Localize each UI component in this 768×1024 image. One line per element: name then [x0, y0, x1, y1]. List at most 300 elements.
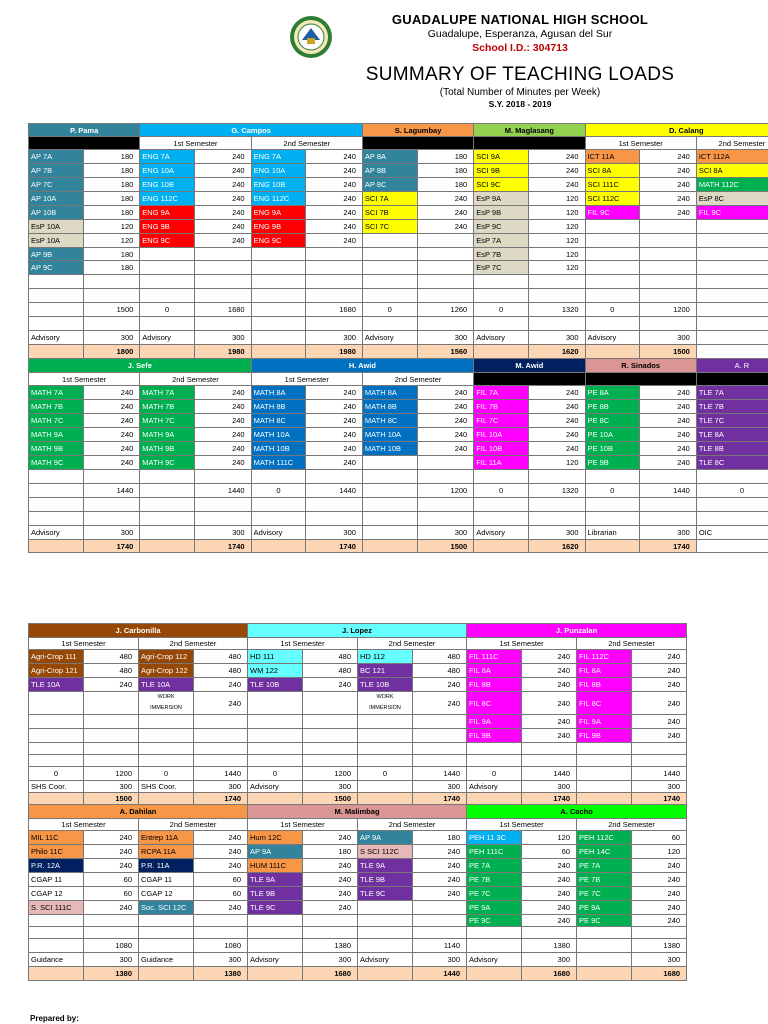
table-cell: 180: [303, 845, 358, 859]
table-cell: [29, 345, 84, 359]
table-cell: 300: [632, 953, 687, 967]
table-row: [29, 345, 768, 359]
table-cell: 60: [84, 873, 139, 887]
table-cell: [696, 540, 768, 553]
table-row: [29, 400, 768, 414]
table-cell: 1st Semester: [29, 373, 140, 386]
table-cell: AP 9A: [248, 845, 303, 859]
table-cell: ENG 9C: [251, 234, 306, 248]
table-cell: [194, 915, 248, 927]
table-cell: ENG 9C: [140, 234, 195, 248]
table-cell: [413, 927, 467, 939]
table-cell: [467, 927, 522, 939]
table-cell: 240: [84, 831, 139, 845]
table-cell: 240: [417, 386, 474, 400]
table-cell: [640, 470, 697, 484]
table-cell: 240: [194, 901, 248, 915]
table-cell: [577, 939, 632, 953]
table-cell: 240: [194, 831, 248, 845]
table-cell: 1740: [640, 540, 697, 553]
table-cell: [362, 137, 473, 150]
table-cell: EsP 10A: [29, 220, 84, 234]
table-cell: 2nd Semester: [139, 638, 248, 650]
table-cell: 240: [417, 206, 474, 220]
table-cell: TLE 9B: [248, 887, 303, 901]
table-cell: [632, 755, 687, 767]
table-cell: [29, 275, 84, 289]
table-cell: MATH 7B: [140, 400, 195, 414]
table-cell: 240: [640, 164, 697, 178]
table-cell: PE 9A: [467, 901, 522, 915]
table-cell: 1680: [522, 967, 577, 981]
table-cell: [83, 289, 140, 303]
table-cell: [640, 512, 697, 526]
table-cell: 240: [413, 873, 467, 887]
table-cell: TLE 10A: [29, 678, 84, 692]
table-cell: S SCI 112C: [358, 845, 413, 859]
table-cell: PE 7B: [577, 873, 632, 887]
table-row: [29, 755, 687, 767]
table-cell: [140, 289, 195, 303]
table-cell: [303, 743, 358, 755]
table-cell: G. Campos: [140, 124, 363, 137]
table-cell: 1440: [83, 484, 140, 498]
table-cell: MATH 8A: [362, 386, 417, 400]
table-cell: [140, 317, 195, 331]
table-cell: MATH 8B: [251, 400, 306, 414]
table-cell: MATH 9A: [140, 428, 195, 442]
table-cell: 1740: [632, 793, 687, 805]
table-cell: 1440: [306, 484, 363, 498]
table-cell: R. Sinados: [585, 359, 696, 373]
table-cell: 300: [306, 526, 363, 540]
table-cell: FIL 10B: [474, 442, 529, 456]
table-cell: PE 10A: [585, 428, 640, 442]
table-cell: 1st Semester: [29, 638, 139, 650]
table-cell: 240: [417, 192, 474, 206]
table-cell: FIL 7C: [474, 414, 529, 428]
table-cell: ENG 10B: [140, 178, 195, 192]
table-cell: 240: [306, 164, 363, 178]
table-cell: P.R. 11A: [139, 859, 194, 873]
table-cell: 0: [474, 303, 529, 317]
table-row: [29, 650, 687, 664]
table-cell: PE 7A: [467, 859, 522, 873]
table-cell: 1080: [194, 939, 248, 953]
table-cell: FIL 8C: [467, 692, 522, 715]
table-cell: 300: [632, 781, 687, 793]
table-cell: 120: [83, 220, 140, 234]
table-cell: [585, 540, 640, 553]
table-cell: [29, 303, 84, 317]
table-cell: 240: [522, 729, 577, 743]
table-row: [29, 206, 768, 220]
table-cell: SCI 7C: [362, 220, 417, 234]
table-cell: FIL 9C: [696, 206, 768, 220]
table-cell: AP 7A: [29, 150, 84, 164]
table-cell: SCI 9A: [474, 150, 529, 164]
table-cell: [140, 540, 195, 553]
table-cell: [417, 470, 474, 484]
table-cell: FIL 8B: [577, 678, 632, 692]
table-cell: 2nd Semester: [139, 819, 248, 831]
table-cell: 1500: [640, 345, 697, 359]
table-cell: 240: [303, 831, 358, 845]
table-cell: AP 9A: [358, 831, 413, 845]
table-cell: 240: [194, 178, 251, 192]
table-cell: [194, 729, 248, 743]
table-cell: [139, 793, 194, 805]
table-cell: [413, 915, 467, 927]
table-cell: EsP 9B: [474, 206, 529, 220]
table-cell: [84, 692, 139, 715]
table-cell: [248, 915, 303, 927]
table-row: [29, 220, 768, 234]
table-cell: 1260: [417, 303, 474, 317]
table-cell: [248, 967, 303, 981]
table-cell: [139, 939, 194, 953]
table-cell: PEH 111C: [467, 845, 522, 859]
table-cell: 2nd Semester: [577, 638, 687, 650]
table-cell: 240: [632, 664, 687, 678]
table-cell: [417, 261, 474, 275]
table-cell: 120: [528, 206, 585, 220]
table-cell: 240: [194, 678, 248, 692]
table-row: [29, 819, 687, 831]
table-cell: 240: [522, 901, 577, 915]
table-cell: 1200: [84, 767, 139, 781]
table-cell: 0: [251, 484, 306, 498]
table-cell: 240: [522, 873, 577, 887]
table-cell: 240: [632, 915, 687, 927]
table-cell: Guidance: [29, 953, 84, 967]
table-row: [29, 359, 768, 373]
table-cell: [251, 331, 306, 345]
table-cell: [29, 715, 84, 729]
table-cell: TLE 10B: [358, 678, 413, 692]
table-cell: FIL 10A: [474, 428, 529, 442]
table-cell: FIL 7A: [474, 386, 529, 400]
table-cell: 240: [194, 414, 251, 428]
table-row: [29, 261, 768, 275]
table-cell: 240: [522, 715, 577, 729]
table-cell: EsP 7C: [474, 261, 529, 275]
table-cell: [29, 793, 84, 805]
table-cell: [194, 275, 251, 289]
school-name: GUADALUPE NATIONAL HIGH SCHOOL: [391, 12, 649, 27]
table-cell: [362, 484, 417, 498]
table-cell: 240: [306, 428, 363, 442]
table-cell: [474, 289, 529, 303]
table-cell: 2nd Semester: [696, 137, 768, 150]
table-cell: 1320: [528, 303, 585, 317]
table-cell: [528, 512, 585, 526]
table-cell: 240: [194, 150, 251, 164]
table-cell: [640, 317, 697, 331]
table-cell: [474, 373, 585, 386]
table-cell: [358, 781, 413, 793]
table-cell: 240: [306, 178, 363, 192]
table-cell: EsP 9A: [474, 192, 529, 206]
table-cell: [577, 743, 632, 755]
table-cell: TLE 10A: [139, 678, 194, 692]
table-cell: 240: [417, 220, 474, 234]
table-cell: 120: [83, 234, 140, 248]
table-cell: [474, 540, 529, 553]
table-cell: 2nd Semester: [362, 373, 473, 386]
table-cell: TLE 7B: [696, 400, 768, 414]
table-cell: [362, 248, 417, 261]
table-cell: [83, 317, 140, 331]
table-cell: [251, 261, 306, 275]
table-cell: S. SCI 111C: [29, 901, 84, 915]
table-cell: [474, 137, 585, 150]
table-cell: 240: [84, 859, 139, 873]
table-cell: 0: [696, 484, 768, 498]
table-cell: EsP 9C: [474, 220, 529, 234]
table-cell: 300: [194, 331, 251, 345]
table-cell: AP 10B: [29, 206, 84, 220]
table-cell: PE 7A: [577, 859, 632, 873]
table-cell: 1500: [417, 540, 474, 553]
table-cell: 1680: [194, 303, 251, 317]
table-cell: [303, 927, 358, 939]
table-cell: 240: [413, 859, 467, 873]
table-cell: 300: [413, 781, 467, 793]
table-cell: [362, 526, 417, 540]
table-cell: FIL 8A: [577, 664, 632, 678]
table-cell: 300: [83, 526, 140, 540]
table-cell: 240: [522, 887, 577, 901]
table-cell: 240: [194, 400, 251, 414]
table-cell: [696, 512, 768, 526]
table-cell: 240: [417, 442, 474, 456]
table-cell: 1620: [528, 345, 585, 359]
table-cell: MATH 7A: [140, 386, 195, 400]
table-cell: 0: [585, 484, 640, 498]
table-cell: FIL 8A: [467, 664, 522, 678]
table-cell: 1680: [303, 967, 358, 981]
table-cell: Advisory: [29, 331, 84, 345]
table-cell: [29, 498, 84, 512]
table-cell: PE 8C: [585, 414, 640, 428]
table-cell: 2nd Semester: [140, 373, 251, 386]
table-cell: 300: [84, 953, 139, 967]
table-cell: 1740: [83, 540, 140, 553]
table-row: [29, 624, 687, 638]
table-cell: Advisory: [248, 781, 303, 793]
table-cell: 1620: [528, 540, 585, 553]
table-cell: 1380: [303, 939, 358, 953]
table-cell: SCI 8A: [585, 164, 640, 178]
table-cell: [362, 234, 417, 248]
table-cell: [306, 289, 363, 303]
table-cell: 120: [632, 845, 687, 859]
table-cell: TLE 7C: [696, 414, 768, 428]
table-cell: 240: [306, 220, 363, 234]
table-cell: 240: [528, 442, 585, 456]
table-cell: EsP 7A: [474, 234, 529, 248]
table-cell: 240: [528, 400, 585, 414]
table-cell: [640, 289, 697, 303]
table-cell: 240: [640, 414, 697, 428]
table-cell: [522, 743, 577, 755]
table-cell: AP 8B: [362, 164, 417, 178]
table-row: [29, 192, 768, 206]
table-cell: 240: [194, 220, 251, 234]
table-cell: [362, 512, 417, 526]
table-cell: 1st Semester: [248, 638, 358, 650]
table-cell: CGAP 12: [29, 887, 84, 901]
table-cell: [640, 275, 697, 289]
table-cell: 240: [306, 386, 363, 400]
table-cell: Advisory: [362, 331, 417, 345]
table-cell: 240: [632, 678, 687, 692]
page-header: [0, 0, 768, 122]
table-cell: 240: [303, 859, 358, 873]
table-cell: TLE 9C: [358, 887, 413, 901]
table-cell: 0: [585, 303, 640, 317]
table-cell: [413, 715, 467, 729]
table-cell: MATH 7B: [29, 400, 84, 414]
table-cell: 1800: [83, 345, 140, 359]
table-cell: [140, 512, 195, 526]
table-cell: [577, 781, 632, 793]
table-cell: ENG 10B: [251, 178, 306, 192]
table-cell: 240: [194, 692, 248, 715]
table-cell: [140, 261, 195, 275]
table-cell: [248, 715, 303, 729]
table-row: [29, 317, 768, 331]
table-cell: 480: [194, 664, 248, 678]
table-cell: [417, 512, 474, 526]
table-cell: 240: [640, 178, 697, 192]
table-row: [29, 901, 687, 915]
table-cell: 240: [83, 400, 140, 414]
table-cell: 120: [528, 456, 585, 470]
table-cell: Advisory: [248, 953, 303, 967]
table-cell: TLE 9B: [358, 873, 413, 887]
table-cell: [522, 927, 577, 939]
table-cell: [194, 512, 251, 526]
table-cell: 60: [194, 887, 248, 901]
table-cell: ENG 9B: [140, 220, 195, 234]
table-cell: [640, 498, 697, 512]
table-cell: MATH 7C: [29, 414, 84, 428]
table-cell: [194, 498, 251, 512]
table-cell: [474, 317, 529, 331]
table-cell: [84, 927, 139, 939]
table-cell: 240: [306, 206, 363, 220]
table-cell: 480: [303, 650, 358, 664]
table-row: [29, 178, 768, 192]
table-cell: BC 121: [358, 664, 413, 678]
table-cell: SCI 8A: [696, 164, 768, 178]
table-cell: [467, 967, 522, 981]
table-cell: MATH 10A: [251, 428, 306, 442]
table-cell: MATH 8A: [251, 386, 306, 400]
table-cell: 240: [417, 428, 474, 442]
table-cell: PEH 14C: [577, 845, 632, 859]
table-cell: 1740: [413, 793, 467, 805]
table-cell: 2nd Semester: [251, 137, 362, 150]
table-cell: 240: [306, 192, 363, 206]
table-cell: 240: [640, 192, 697, 206]
table-cell: [696, 498, 768, 512]
table-row: [29, 831, 687, 845]
table-cell: J. Lopez: [248, 624, 467, 638]
table-cell: ENG 7A: [140, 150, 195, 164]
table-cell: 480: [413, 664, 467, 678]
table-cell: 1200: [417, 484, 474, 498]
table-cell: 300: [417, 331, 474, 345]
table-cell: 240: [640, 386, 697, 400]
table-cell: [29, 137, 140, 150]
table-cell: [696, 275, 768, 289]
table-cell: [251, 303, 306, 317]
table-cell: MATH 9C: [29, 456, 84, 470]
table-row: [29, 303, 768, 317]
table-cell: [140, 470, 195, 484]
table-cell: [417, 498, 474, 512]
table-cell: [29, 512, 84, 526]
table-cell: 240: [528, 414, 585, 428]
table-cell: [303, 729, 358, 743]
table-cell: Advisory: [585, 331, 640, 345]
table-cell: [139, 715, 194, 729]
table-cell: [362, 498, 417, 512]
table-cell: 300: [522, 953, 577, 967]
table-cell: [194, 470, 251, 484]
table-cell: D. Calang: [585, 124, 768, 137]
teaching-load-table-2: [28, 623, 687, 981]
table-cell: ENG 7A: [251, 150, 306, 164]
table-cell: 240: [83, 442, 140, 456]
table-cell: HD 112: [358, 650, 413, 664]
table-cell: SCI 7B: [362, 206, 417, 220]
table-cell: [29, 484, 84, 498]
table-cell: AP 9C: [29, 261, 84, 275]
table-cell: [585, 498, 640, 512]
table-cell: TLE 8C: [696, 456, 768, 470]
table-cell: M. Maglasang: [474, 124, 585, 137]
table-cell: EsP 10A: [29, 234, 84, 248]
table-cell: [585, 345, 640, 359]
table-row: [29, 939, 687, 953]
table-cell: 240: [640, 206, 697, 220]
table-cell: WORK IMMERSION: [139, 692, 194, 715]
table-row: [29, 373, 768, 386]
table-cell: 1980: [306, 345, 363, 359]
table-cell: [585, 470, 640, 484]
table-cell: HUM 111C: [248, 859, 303, 873]
table-cell: [29, 755, 84, 767]
table-cell: [577, 967, 632, 981]
table-cell: [640, 234, 697, 248]
table-row: [29, 715, 687, 729]
table-cell: [251, 470, 306, 484]
table-cell: FIL 111C: [467, 650, 522, 664]
table-cell: PE 8A: [585, 386, 640, 400]
table-cell: [577, 927, 632, 939]
table-cell: 120: [522, 831, 577, 845]
table-cell: 0: [467, 767, 522, 781]
table-cell: [467, 793, 522, 805]
table-cell: 180: [417, 178, 474, 192]
table-cell: 2nd Semester: [358, 819, 467, 831]
table-cell: [417, 456, 474, 470]
table-cell: 2nd Semester: [577, 819, 687, 831]
